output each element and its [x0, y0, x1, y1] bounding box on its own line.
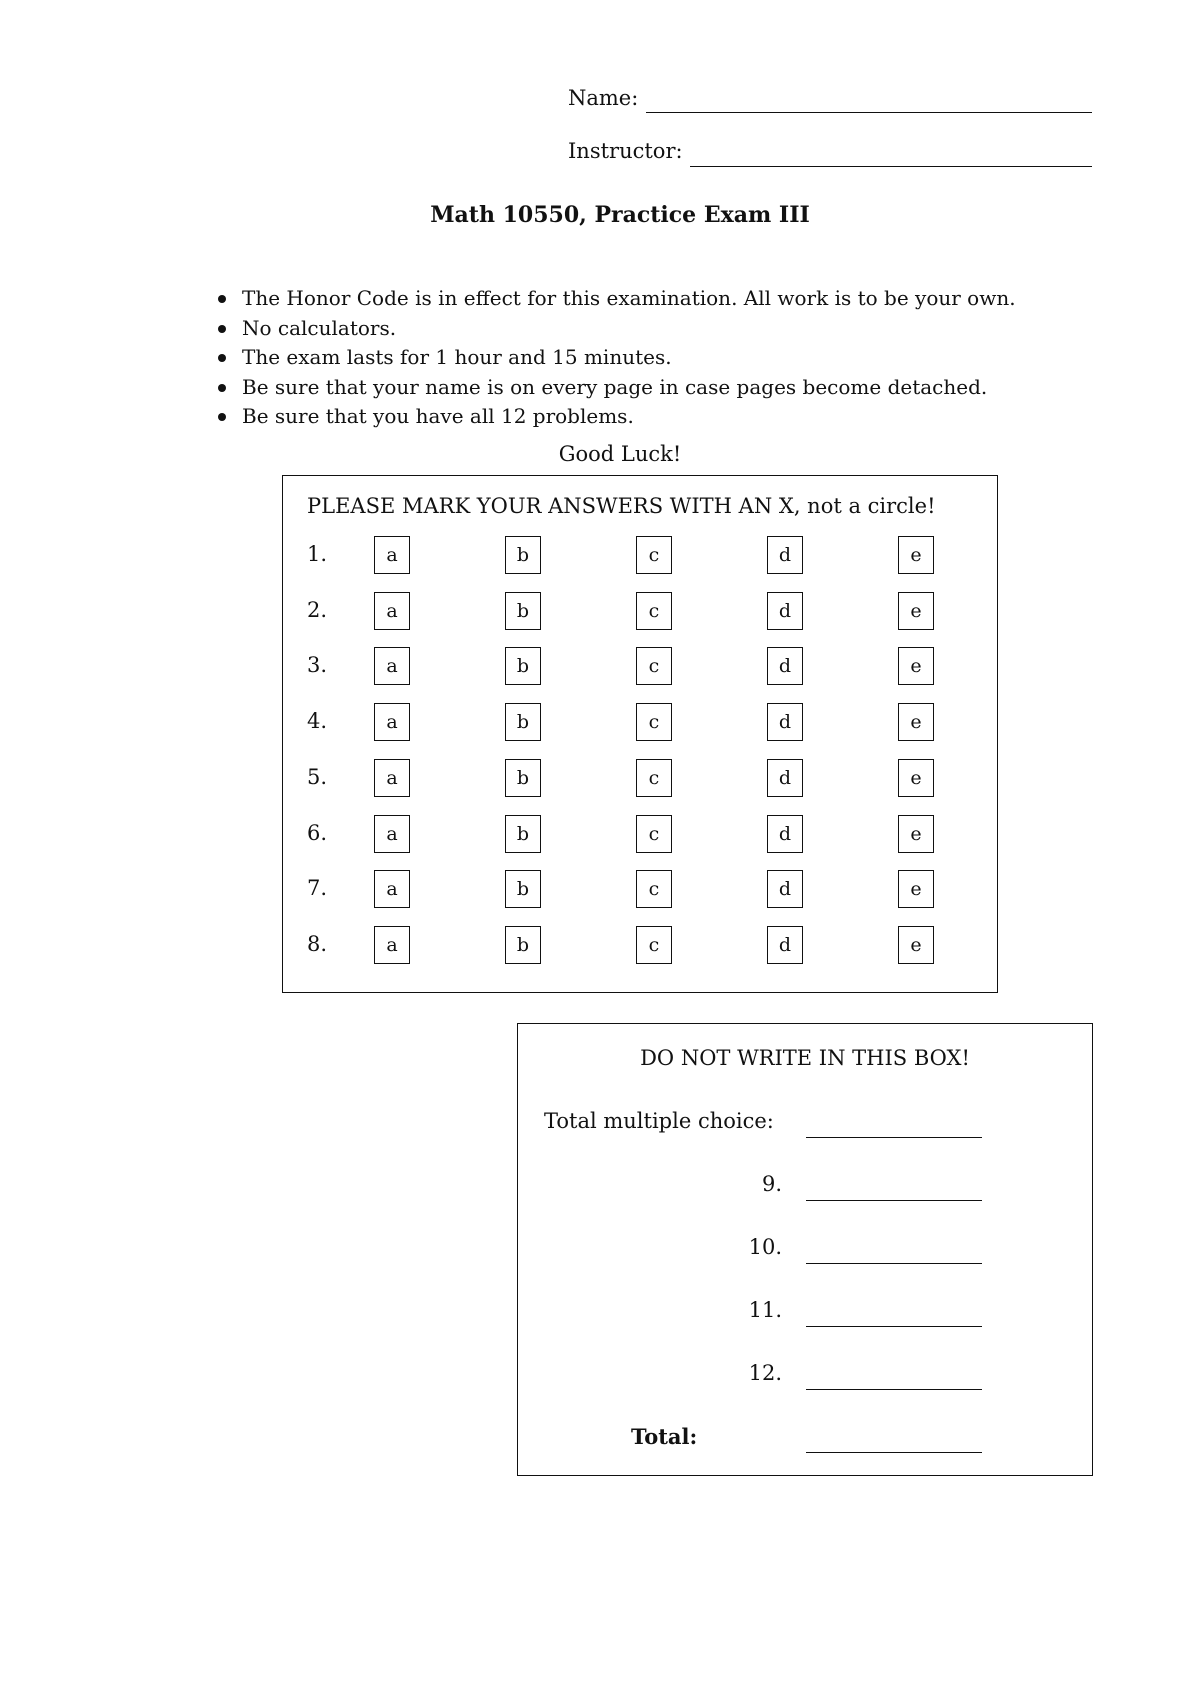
- question-row: [283, 592, 997, 632]
- score-row-10: [518, 1235, 1092, 1265]
- question-number: 1.: [307, 542, 328, 566]
- name-label: Name:: [568, 86, 639, 110]
- rule-item: No calculators.: [218, 314, 1016, 344]
- question-number: 3.: [307, 653, 328, 678]
- answer-choice-a[interactable]: a: [374, 870, 410, 908]
- good-luck-text: Good Luck!: [558, 442, 682, 466]
- answer-choice-a[interactable]: a: [374, 926, 410, 964]
- answer-choice-a[interactable]: a: [374, 647, 410, 685]
- answer-choice-b[interactable]: b: [505, 759, 541, 797]
- score-label: 11.: [748, 1298, 782, 1322]
- rule-item: Be sure that you have all 12 problems.: [218, 402, 1016, 432]
- rule-item: The Honor Code is in effect for this examination. All work is to be your own.: [218, 284, 1016, 314]
- instructor-field[interactable]: [690, 166, 1092, 167]
- question-row: [283, 870, 997, 910]
- question-row: [283, 759, 997, 799]
- answer-choice-d[interactable]: d: [767, 703, 803, 741]
- answer-choice-c[interactable]: c: [636, 647, 672, 685]
- score-row-9: [518, 1172, 1092, 1202]
- score-blank[interactable]: [806, 1263, 982, 1264]
- question-number: 6.: [307, 820, 328, 845]
- question-number: 5.: [307, 764, 328, 789]
- answer-choice-a[interactable]: a: [374, 703, 410, 741]
- answer-choice-d[interactable]: d: [767, 647, 803, 685]
- answer-choice-b[interactable]: b: [505, 926, 541, 964]
- answer-choice-c[interactable]: c: [636, 815, 672, 853]
- answer-choice-d[interactable]: d: [767, 815, 803, 853]
- answer-choice-e[interactable]: e: [898, 815, 934, 853]
- answer-choice-b[interactable]: b: [505, 703, 541, 741]
- answer-choice-b[interactable]: b: [505, 536, 541, 574]
- answer-choice-d[interactable]: d: [767, 926, 803, 964]
- question-number: 4.: [307, 709, 328, 734]
- answer-choice-e[interactable]: e: [898, 703, 934, 741]
- answer-choice-a[interactable]: a: [374, 592, 410, 630]
- answer-choice-e[interactable]: e: [898, 592, 934, 630]
- answer-choice-a[interactable]: a: [374, 815, 410, 853]
- answer-choice-c[interactable]: c: [636, 592, 672, 630]
- question-number: 8.: [307, 931, 328, 956]
- answer-choice-b[interactable]: b: [505, 815, 541, 853]
- name-field[interactable]: [646, 112, 1092, 113]
- question-number: 7.: [307, 876, 328, 901]
- score-blank[interactable]: [806, 1137, 982, 1138]
- score-box: [517, 1023, 1093, 1476]
- answer-choice-d[interactable]: d: [767, 536, 803, 574]
- question-row: [283, 703, 997, 743]
- answer-choice-e[interactable]: e: [898, 759, 934, 797]
- score-label-total: Total:: [631, 1424, 698, 1449]
- score-blank[interactable]: [806, 1326, 982, 1327]
- answer-choice-e[interactable]: e: [898, 536, 934, 574]
- rule-item: The exam lasts for 1 hour and 15 minutes.: [218, 343, 1016, 373]
- answer-choice-e[interactable]: e: [898, 647, 934, 685]
- question-row: [283, 536, 997, 576]
- answer-choice-d[interactable]: d: [767, 870, 803, 908]
- answer-choice-d[interactable]: d: [767, 759, 803, 797]
- answer-choice-b[interactable]: b: [505, 647, 541, 685]
- answer-choice-e[interactable]: e: [898, 870, 934, 908]
- score-blank[interactable]: [806, 1452, 982, 1453]
- answer-choice-e[interactable]: e: [898, 926, 934, 964]
- answer-choice-c[interactable]: c: [636, 536, 672, 574]
- score-blank[interactable]: [806, 1389, 982, 1390]
- rules-list: [218, 284, 1016, 432]
- answer-choice-a[interactable]: a: [374, 536, 410, 574]
- rule-item: Be sure that your name is on every page in case pages become detached.: [218, 373, 1016, 403]
- score-row-12: [518, 1361, 1092, 1391]
- question-row: [283, 815, 997, 855]
- question-row: [283, 926, 997, 966]
- answer-choice-b[interactable]: b: [505, 592, 541, 630]
- answer-choice-a[interactable]: a: [374, 759, 410, 797]
- question-row: [283, 647, 997, 687]
- score-row-total: [518, 1424, 1092, 1454]
- score-box-heading: DO NOT WRITE IN THIS BOX!: [640, 1046, 970, 1070]
- score-label: 12.: [748, 1361, 782, 1385]
- answer-choice-c[interactable]: c: [636, 926, 672, 964]
- score-label: 9.: [761, 1172, 782, 1196]
- answer-choice-b[interactable]: b: [505, 870, 541, 908]
- answer-box: [282, 475, 998, 993]
- answer-choice-c[interactable]: c: [636, 759, 672, 797]
- score-label: 10.: [748, 1235, 782, 1259]
- question-number: 2.: [307, 597, 328, 622]
- answer-choice-c[interactable]: c: [636, 870, 672, 908]
- answer-box-heading: PLEASE MARK YOUR ANSWERS WITH AN X, not a circle!: [307, 494, 936, 518]
- score-row-multiple-choice: [518, 1109, 1092, 1139]
- answer-choice-d[interactable]: d: [767, 592, 803, 630]
- score-blank[interactable]: [806, 1200, 982, 1201]
- answer-choice-c[interactable]: c: [636, 703, 672, 741]
- score-row-11: [518, 1298, 1092, 1328]
- instructor-label: Instructor:: [568, 139, 683, 163]
- score-label: Total multiple choice:: [544, 1109, 774, 1133]
- exam-title: Math 10550, Practice Exam III: [430, 202, 810, 228]
